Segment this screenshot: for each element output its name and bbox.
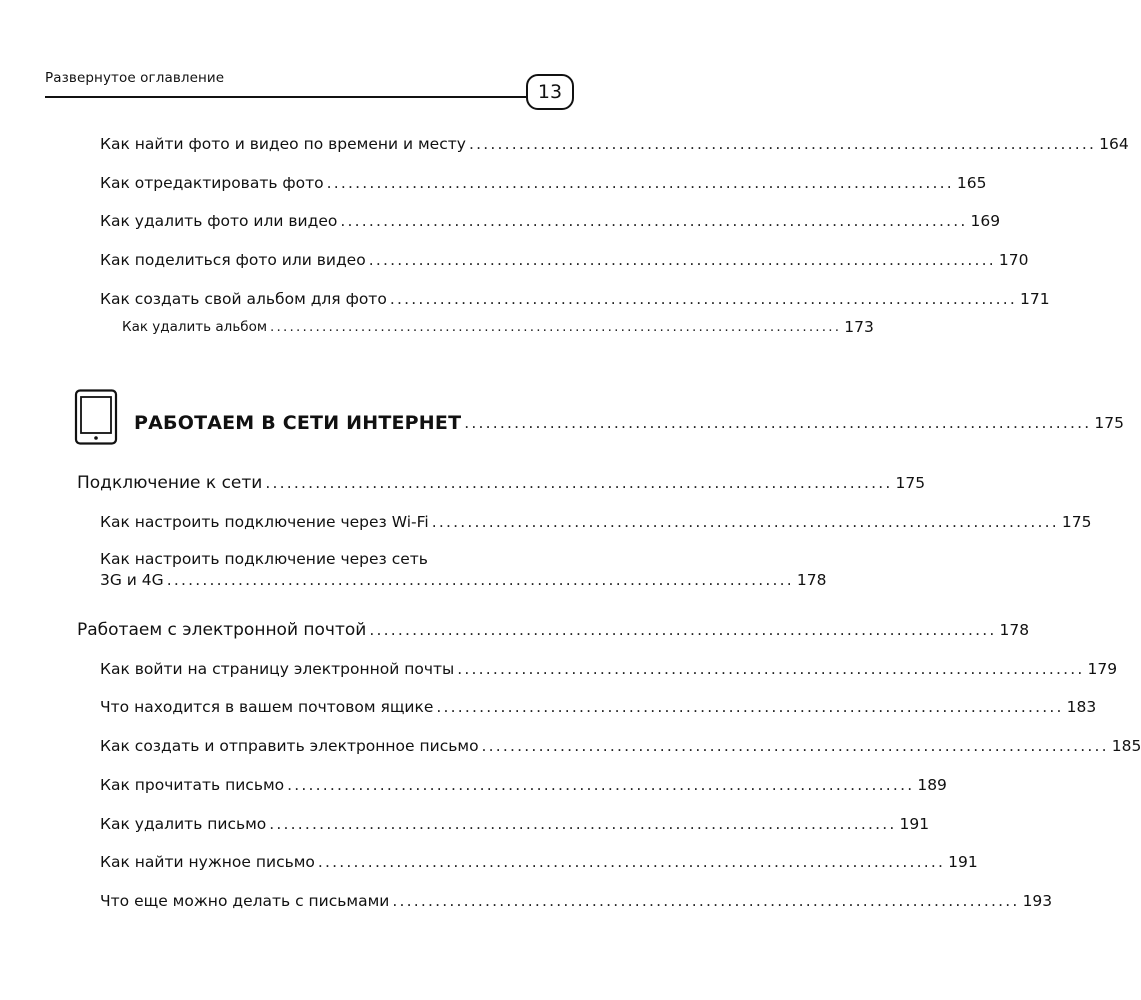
toc-entry-page: 178 xyxy=(999,621,1030,639)
toc-entry-page: 179 xyxy=(1087,660,1118,678)
toc-leader-dots: ........................................................................................ xyxy=(369,621,997,639)
chapter-heading[interactable] xyxy=(134,412,1125,434)
toc-leader-dots: ........................................................................................ xyxy=(457,660,1085,678)
toc-entry-label: Как создать свой альбом для фото xyxy=(100,290,387,308)
toc-leader-dots: ........................................................................................ xyxy=(464,414,1092,432)
toc-entry-label: Что еще можно делать с письмами xyxy=(100,892,390,910)
toc-entry[interactable] xyxy=(100,211,1001,231)
toc-entry-label: Как настроить подключение через Wi-Fi xyxy=(100,513,429,531)
toc-leader-dots: ........................................................................................ xyxy=(431,513,1059,531)
toc-entry[interactable] xyxy=(100,659,1118,679)
toc-entry[interactable] xyxy=(100,736,1141,756)
toc-entry-page: 183 xyxy=(1066,698,1097,716)
toc-entry-line1[interactable]: Как настроить подключение через сеть xyxy=(100,550,428,568)
toc-entry-label: Как удалить фото или видео xyxy=(100,212,338,230)
chapter-title: РАБОТАЕМ В СЕТИ ИНТЕРНЕТ xyxy=(134,412,462,434)
toc-entry-page: 185 xyxy=(1111,737,1141,755)
toc-entry[interactable] xyxy=(100,814,930,834)
header-title: Развернутое оглавление xyxy=(45,70,225,86)
toc-entry[interactable] xyxy=(100,173,987,193)
toc-entry-page: 175 xyxy=(895,474,926,492)
toc-entry-label: Как поделиться фото или видео xyxy=(100,251,366,269)
toc-entry-label: Как создать и отправить электронное письмо xyxy=(100,737,479,755)
toc-leader-dots: ........................................................................................ xyxy=(269,815,897,833)
toc-section-label: Подключение к сети xyxy=(77,473,263,493)
toc-entry-page: 191 xyxy=(948,853,978,871)
toc-entry-page: 171 xyxy=(1020,290,1050,308)
toc-entry[interactable] xyxy=(100,570,827,590)
toc-entry-page: 189 xyxy=(917,776,947,794)
toc-entry-label: Как удалить альбом xyxy=(122,319,268,335)
toc-entry-page: 175 xyxy=(1061,513,1092,531)
toc-leader-dots: ........................................................................................ xyxy=(317,853,946,871)
toc-entry-page: 165 xyxy=(956,174,987,192)
toc-entry[interactable] xyxy=(100,289,1050,309)
toc-entry[interactable] xyxy=(100,512,1092,532)
toc-section[interactable] xyxy=(77,620,1030,640)
toc-entry-label: Как удалить письмо xyxy=(100,815,267,833)
toc-subentry[interactable] xyxy=(122,317,874,337)
toc-entry-page: 191 xyxy=(899,815,930,833)
toc-entry-label: Как прочитать письмо xyxy=(100,776,285,794)
toc-leader-dots: ........................................................................................ xyxy=(389,290,1017,308)
page-number-badge: 13 xyxy=(526,74,574,110)
toc-leader-dots: ........................................................................................ xyxy=(468,135,1097,153)
toc-entry-page: 169 xyxy=(970,212,1001,230)
toc-leader-dots: ........................................................................................ xyxy=(368,251,996,269)
toc-entry-page: 178 xyxy=(796,571,827,589)
toc-leader-dots: ........................................................................................ xyxy=(392,892,1020,910)
toc-entry[interactable] xyxy=(100,852,978,872)
toc-leader-dots: ........................................................................................ xyxy=(166,571,794,589)
toc-leader-dots: ........................................................................................ xyxy=(287,776,915,794)
toc-leader-dots: ........................................................................................ xyxy=(326,174,954,192)
toc-entry-page: 193 xyxy=(1022,892,1053,910)
toc-leader-dots: ........................................................................................ xyxy=(265,474,893,492)
toc-entry-label: Как найти фото и видео по времени и месту xyxy=(100,135,466,153)
toc-entry-page: 173 xyxy=(844,318,874,336)
toc-entry[interactable] xyxy=(100,775,947,795)
tablet-icon xyxy=(74,389,118,445)
toc-entry-label: Что находится в вашем почтовом ящике xyxy=(100,698,434,716)
toc-section[interactable] xyxy=(77,473,926,493)
toc-leader-dots: ........................................................................................ xyxy=(481,737,1109,755)
toc-entry-label: Как отредактировать фото xyxy=(100,174,324,192)
toc-section-label: Работаем с электронной почтой xyxy=(77,620,367,640)
toc-entry-label: Как найти нужное письмо xyxy=(100,853,315,871)
toc-leader-dots: ........................................................................................ xyxy=(270,319,842,335)
header-rule xyxy=(45,96,527,98)
toc-entry[interactable] xyxy=(100,134,1129,154)
toc-entry[interactable] xyxy=(100,891,1053,911)
toc-entry[interactable] xyxy=(100,250,1029,270)
toc-leader-dots: ........................................................................................ xyxy=(340,212,968,230)
toc-entry-page: 170 xyxy=(998,251,1029,269)
toc-entry-label: Как войти на страницу электронной почты xyxy=(100,660,455,678)
toc-entry-page: 164 xyxy=(1099,135,1129,153)
toc-entry-label: 3G и 4G xyxy=(100,571,164,589)
toc-entry-page: 175 xyxy=(1094,414,1125,432)
toc-leader-dots: ........................................................................................ xyxy=(436,698,1064,716)
toc-entry[interactable] xyxy=(100,697,1097,717)
